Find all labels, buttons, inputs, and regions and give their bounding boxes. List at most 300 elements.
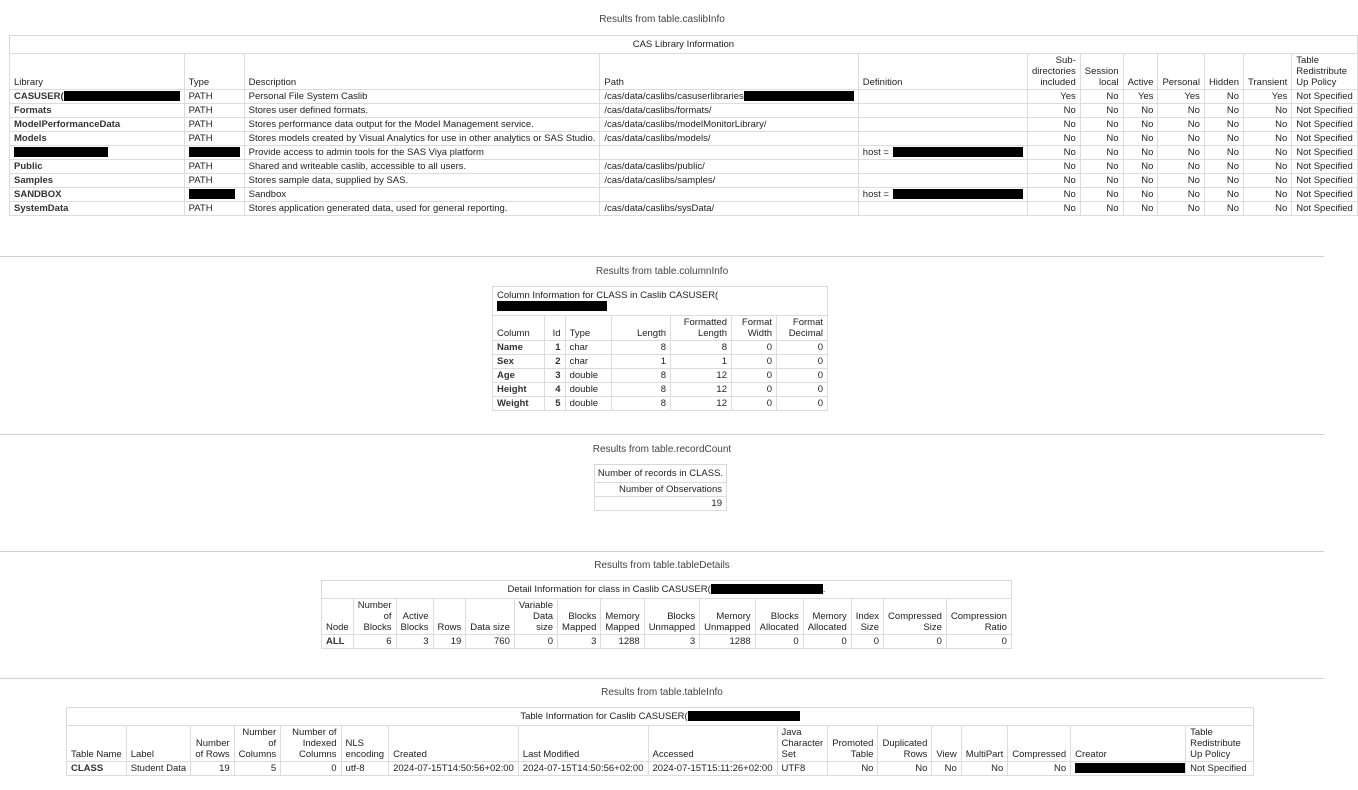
section-divider xyxy=(0,256,1324,257)
table-cell xyxy=(10,202,185,216)
cell-text: No xyxy=(1226,105,1240,116)
col-subdirectories: Sub-directories included xyxy=(1027,54,1080,90)
cell-text: Yes xyxy=(1184,91,1200,102)
cell-text: 0 xyxy=(331,763,337,774)
table-cell xyxy=(1244,104,1292,118)
table-cell xyxy=(1158,104,1205,118)
table-cell xyxy=(932,762,961,776)
table-cell xyxy=(1158,90,1205,104)
table-cell xyxy=(777,762,828,776)
table-cell: Name xyxy=(493,341,545,355)
table-cell xyxy=(244,160,600,174)
cell-text: No xyxy=(1141,203,1154,214)
table-cell xyxy=(244,118,600,132)
col-header: Number of Blocks xyxy=(353,599,396,635)
cell-text: No xyxy=(1106,203,1119,214)
table-cell: 12 xyxy=(671,383,732,397)
table-cell xyxy=(1292,146,1358,160)
table-cell xyxy=(10,118,185,132)
table-cell xyxy=(1292,118,1358,132)
cell-text: No xyxy=(1106,175,1119,186)
table-cell xyxy=(858,118,1027,132)
cell-text: No xyxy=(1063,105,1076,116)
table-row xyxy=(595,497,727,511)
table-cell xyxy=(1204,160,1243,174)
cell-text: No xyxy=(1226,119,1240,130)
table-cell: 3 xyxy=(396,635,433,649)
table-cell: double xyxy=(565,383,611,397)
col-formatted-length: Formatted Length xyxy=(671,316,732,341)
table-cell xyxy=(828,762,878,776)
table-cell xyxy=(600,202,858,216)
table-cell xyxy=(961,762,1007,776)
cell-text: No xyxy=(1187,189,1200,200)
table-cell xyxy=(184,90,244,104)
cell-text: No xyxy=(1226,133,1240,144)
cell-text: No xyxy=(991,763,1004,774)
column-info-caption-text: Column Information for CLASS in Caslib CASUSER( xyxy=(497,290,719,301)
table-cell xyxy=(1158,188,1205,202)
col-length: Length xyxy=(612,316,671,341)
tabledetails-title: Results from table.tableDetails xyxy=(594,560,730,571)
cell-text: No xyxy=(1226,161,1240,172)
column-info-table xyxy=(492,286,828,411)
cell-text: PATH xyxy=(188,105,213,116)
col-header: Blocks Allocated xyxy=(755,599,803,635)
redacted-block xyxy=(14,147,108,157)
table-cell: 6 xyxy=(353,635,396,649)
table-cell xyxy=(1204,188,1243,202)
table-cell: Sex xyxy=(493,355,545,369)
col-header: Compression Ratio xyxy=(946,599,1011,635)
table-cell xyxy=(1158,132,1205,146)
col-header: Last Modified xyxy=(518,726,648,762)
cell-text: 2024-07-15T14:50:56+02:00 xyxy=(522,763,644,774)
table-cell xyxy=(1292,104,1358,118)
table-cell xyxy=(1158,160,1205,174)
table-cell: 19 xyxy=(433,635,466,649)
table-cell xyxy=(10,146,185,160)
table-cell xyxy=(1292,160,1358,174)
table-cell: ALL xyxy=(322,635,354,649)
col-header: Table Name xyxy=(67,726,127,762)
table-cell: 0 xyxy=(732,341,777,355)
cell-text: No xyxy=(1141,119,1154,130)
cell-text: No xyxy=(1106,161,1119,172)
table-cell xyxy=(1123,188,1158,202)
redacted-block xyxy=(497,301,607,311)
col-id: Id xyxy=(544,316,565,341)
col-header: Rows xyxy=(433,599,466,635)
col-number-of-observations: Number of Observations xyxy=(595,483,727,497)
cell-text: Not Specified xyxy=(1296,203,1353,214)
table-cell xyxy=(1080,188,1123,202)
col-personal: Personal xyxy=(1158,54,1205,90)
cell-text: Yes xyxy=(1137,91,1154,102)
table-cell xyxy=(1204,146,1243,160)
table-cell xyxy=(1292,188,1358,202)
cell-text: Provide access to admin tools for the SAS Viya platform xyxy=(248,147,484,158)
cell-text: Stores performance data output for the Model Management service. xyxy=(248,119,534,130)
col-header: Blocks Mapped xyxy=(558,599,601,635)
table-row xyxy=(493,397,828,411)
table-cell xyxy=(600,188,858,202)
tableinfo-title: Results from table.tableInfo xyxy=(601,687,723,698)
table-cell xyxy=(1071,762,1186,776)
table-cell xyxy=(10,90,185,104)
cell-text: No xyxy=(1106,119,1119,130)
cell-text: 2024-07-15T14:50:56+02:00 xyxy=(393,763,514,774)
col-header: Compressed Size xyxy=(884,599,947,635)
cell-text: No xyxy=(1275,133,1288,144)
table-cell xyxy=(1080,146,1123,160)
cell-text: Not Specified xyxy=(1296,133,1353,144)
table-cell: 0 xyxy=(777,397,828,411)
table-cell: 0 xyxy=(803,635,851,649)
table-row xyxy=(10,90,1358,104)
table-cell xyxy=(858,132,1027,146)
table-cell xyxy=(878,762,932,776)
table-cell xyxy=(1080,202,1123,216)
table-cell xyxy=(858,160,1027,174)
col-active: Active xyxy=(1123,54,1158,90)
table-cell xyxy=(1027,90,1080,104)
table-cell: 0 xyxy=(514,635,557,649)
table-cell: 1288 xyxy=(700,635,755,649)
table-cell: 1 xyxy=(671,355,732,369)
cell-text: Not Specified xyxy=(1296,119,1353,130)
table-cell xyxy=(10,132,185,146)
table-cell: 8 xyxy=(612,383,671,397)
table-cell xyxy=(1292,202,1358,216)
col-header: Number of Indexed Columns xyxy=(281,726,341,762)
table-cell xyxy=(244,146,600,160)
cell-text: PATH xyxy=(188,91,213,102)
table-cell: 4 xyxy=(544,383,565,397)
table-cell: 0 xyxy=(777,383,828,397)
cell-text: No xyxy=(1187,161,1200,172)
col-header: NLS encoding xyxy=(341,726,389,762)
table-row xyxy=(10,118,1358,132)
cell-text: No xyxy=(1275,161,1288,172)
cell-text: 5 xyxy=(270,763,277,774)
recordcount-title: Results from table.recordCount xyxy=(592,444,732,455)
table-cell xyxy=(1080,104,1123,118)
table-cell: 3 xyxy=(644,635,699,649)
cell-text: No xyxy=(1187,147,1200,158)
cell-text: No xyxy=(1275,147,1288,158)
table-cell xyxy=(341,762,389,776)
table-cell xyxy=(1244,160,1292,174)
col-header: Memory Allocated xyxy=(803,599,851,635)
redacted-block xyxy=(711,584,823,594)
table-cell xyxy=(600,174,858,188)
table-cell xyxy=(184,146,244,160)
table-cell xyxy=(858,202,1027,216)
table-cell xyxy=(1204,132,1243,146)
cell-text: No xyxy=(1226,91,1240,102)
col-path: Path xyxy=(600,54,858,90)
table-cell xyxy=(1204,202,1243,216)
cell-text: No xyxy=(1106,189,1119,200)
cell-text: No xyxy=(1187,119,1200,130)
cell-text: /cas/data/caslibs/modelMonitorLibrary/ xyxy=(604,119,767,130)
col-header: Memory Mapped xyxy=(601,599,644,635)
cell-text: No xyxy=(1226,189,1240,200)
cell-text: No xyxy=(1226,175,1240,186)
cell-text: Formats xyxy=(14,105,52,116)
table-cell xyxy=(1244,118,1292,132)
cell-text: No xyxy=(1141,133,1154,144)
cell-text: Not Specified xyxy=(1190,763,1247,774)
col-type: Type xyxy=(184,54,244,90)
col-header: Duplicated Rows xyxy=(878,726,932,762)
table-cell xyxy=(1123,160,1158,174)
table-cell xyxy=(600,146,858,160)
table-details-caption-text: Detail Information for class in Caslib CASUSER( xyxy=(507,584,711,595)
table-cell xyxy=(1027,118,1080,132)
col-header: View xyxy=(932,726,961,762)
col-column: Column xyxy=(493,316,545,341)
table-cell xyxy=(1008,762,1071,776)
table-cell xyxy=(184,118,244,132)
table-cell: 5 xyxy=(544,397,565,411)
redacted-block xyxy=(893,189,1023,199)
col-header: Node xyxy=(322,599,354,635)
cell-text: 2024-07-15T15:11:26+02:00 xyxy=(652,763,773,774)
cell-text: No xyxy=(1226,147,1240,158)
table-cell xyxy=(1204,90,1243,104)
cell-text: /cas/data/caslibs/formats/ xyxy=(604,105,712,116)
table-cell xyxy=(858,174,1027,188)
col-header: MultiPart xyxy=(961,726,1007,762)
table-cell: 0 xyxy=(777,369,828,383)
col-header: Accessed xyxy=(648,726,777,762)
table-row xyxy=(10,132,1358,146)
table-cell xyxy=(1027,160,1080,174)
table-cell xyxy=(1158,174,1205,188)
table-cell xyxy=(1123,132,1158,146)
table-row xyxy=(10,160,1358,174)
table-details-caption-end: . xyxy=(822,584,826,595)
table-row xyxy=(10,104,1358,118)
table-cell xyxy=(1123,174,1158,188)
cell-text: PATH xyxy=(188,119,213,130)
table-row xyxy=(10,202,1358,216)
table-cell xyxy=(1027,104,1080,118)
cell-text: No xyxy=(1226,203,1240,214)
cell-text: No xyxy=(944,763,957,774)
cell-text: ModelPerformanceData xyxy=(14,119,121,130)
table-row xyxy=(493,341,828,355)
col-header: Number of Columns xyxy=(234,726,280,762)
cell-text: /cas/data/caslibs/casuserlibraries xyxy=(604,91,744,102)
cell-text: No xyxy=(1141,147,1154,158)
cell-text: No xyxy=(1063,189,1076,200)
table-cell: 0 xyxy=(851,635,883,649)
table-cell xyxy=(1123,118,1158,132)
table-cell xyxy=(1027,188,1080,202)
col-header: Compressed xyxy=(1008,726,1071,762)
table-cell xyxy=(10,104,185,118)
col-transient: Transient xyxy=(1244,54,1292,90)
table-cell xyxy=(184,160,244,174)
cell-text: CLASS xyxy=(71,763,104,774)
table-cell xyxy=(1027,202,1080,216)
table-cell: 0 xyxy=(732,369,777,383)
cell-text: No xyxy=(1187,105,1200,116)
table-cell xyxy=(184,132,244,146)
table-cell: 1 xyxy=(612,355,671,369)
cell-text: No xyxy=(1053,763,1067,774)
cell-text: No xyxy=(1275,119,1288,130)
table-cell xyxy=(1204,174,1243,188)
table-cell xyxy=(234,762,280,776)
col-header: Created xyxy=(389,726,519,762)
col-redistribute-policy: Table Redistribute Up Policy xyxy=(1292,54,1358,90)
table-cell: 0 xyxy=(732,383,777,397)
cell-text: No xyxy=(1141,189,1154,200)
col-header: Active Blocks xyxy=(396,599,433,635)
col-header: Variable Data size xyxy=(514,599,557,635)
table-cell xyxy=(1292,174,1358,188)
col-format-width: Format Width xyxy=(732,316,777,341)
table-cell xyxy=(1123,104,1158,118)
cell-text: No xyxy=(1106,105,1119,116)
table-cell xyxy=(1123,90,1158,104)
cell-text: No xyxy=(1063,161,1076,172)
table-cell xyxy=(1244,202,1292,216)
cell-text: No xyxy=(1275,189,1288,200)
cell-text: Yes xyxy=(1060,91,1076,102)
table-cell xyxy=(858,188,1027,202)
cell-text: No xyxy=(1187,175,1200,186)
redacted-block xyxy=(189,147,240,157)
table-cell xyxy=(244,202,600,216)
cell-text: Samples xyxy=(14,175,54,186)
col-format-decimal: Format Decimal xyxy=(777,316,828,341)
cell-text: Models xyxy=(14,133,47,144)
table-cell: 0 xyxy=(755,635,803,649)
cell-text: 19 xyxy=(219,763,230,774)
table-cell: 0 xyxy=(732,397,777,411)
col-header: Creator xyxy=(1071,726,1186,762)
cell-text: No xyxy=(1106,133,1119,144)
table-cell: 1288 xyxy=(601,635,644,649)
table-details-caption xyxy=(321,580,1012,598)
cell-text: PATH xyxy=(188,133,213,144)
table-cell xyxy=(389,762,519,776)
cell-text: /cas/data/caslibs/public/ xyxy=(604,161,705,172)
col-header: Blocks Unmapped xyxy=(644,599,699,635)
cell-text: No xyxy=(1063,119,1076,130)
table-cell: 2 xyxy=(544,355,565,369)
table-cell xyxy=(184,174,244,188)
caslib-info-table xyxy=(9,35,1358,216)
table-cell xyxy=(126,762,190,776)
table-cell xyxy=(184,202,244,216)
redacted-block xyxy=(1075,763,1185,773)
cell-text: Student Data xyxy=(130,763,187,774)
table-cell xyxy=(10,160,185,174)
redacted-block xyxy=(189,189,235,199)
col-session-local: Session local xyxy=(1080,54,1123,90)
cell-text: /cas/data/caslibs/sysData/ xyxy=(604,203,715,214)
table-row xyxy=(322,635,1012,649)
col-hidden: Hidden xyxy=(1204,54,1243,90)
table-cell xyxy=(281,762,341,776)
table-cell xyxy=(1080,174,1123,188)
cell-text: Sandbox xyxy=(248,189,287,200)
table-cell: double xyxy=(565,397,611,411)
table-info-caption xyxy=(66,707,1254,725)
caslib-info-caption: CAS Library Information xyxy=(9,35,1358,53)
cell-text: Not Specified xyxy=(1296,91,1353,102)
table-cell xyxy=(67,762,127,776)
cell-text: No xyxy=(1141,105,1154,116)
table-cell xyxy=(184,188,244,202)
cell-text: No xyxy=(1063,147,1076,158)
cell-text: Yes xyxy=(1271,91,1288,102)
table-cell xyxy=(1080,90,1123,104)
table-cell xyxy=(1244,132,1292,146)
cell-text: No xyxy=(1275,105,1288,116)
table-cell xyxy=(1158,202,1205,216)
cell-text: PATH xyxy=(188,175,213,186)
cell-text: Stores application generated data, used for general reporting. xyxy=(248,203,508,214)
table-cell xyxy=(1027,132,1080,146)
cell-text: No xyxy=(1063,175,1076,186)
section-divider xyxy=(0,434,1324,435)
col-definition: Definition xyxy=(858,54,1027,90)
table-cell: 12 xyxy=(671,397,732,411)
table-cell xyxy=(1027,146,1080,160)
table-cell xyxy=(858,104,1027,118)
table-cell xyxy=(1244,188,1292,202)
col-header: Index Size xyxy=(851,599,883,635)
table-cell: 0 xyxy=(732,355,777,369)
table-cell: 0 xyxy=(946,635,1011,649)
caslibinfo-title: Results from table.caslibInfo xyxy=(599,14,725,25)
table-cell xyxy=(648,762,777,776)
record-count-table xyxy=(594,464,727,511)
table-row xyxy=(67,762,1254,776)
cell-text: No xyxy=(1141,175,1154,186)
table-cell xyxy=(1292,90,1358,104)
table-cell xyxy=(1080,132,1123,146)
cell-text: No xyxy=(1106,91,1119,102)
cell-text: UTF8 xyxy=(781,763,806,774)
table-cell xyxy=(244,90,600,104)
table-cell xyxy=(1204,118,1243,132)
table-row xyxy=(493,369,828,383)
table-cell xyxy=(244,104,600,118)
col-header: Label xyxy=(126,726,190,762)
cell-text: utf-8 xyxy=(345,763,365,774)
table-cell xyxy=(858,90,1027,104)
cell-text: No xyxy=(1063,133,1076,144)
table-cell: Height xyxy=(493,383,545,397)
col-header: Promoted Table xyxy=(828,726,878,762)
table-cell xyxy=(244,132,600,146)
table-cell xyxy=(1186,762,1254,776)
table-cell: 3 xyxy=(544,369,565,383)
col-header: Data size xyxy=(466,599,515,635)
table-cell xyxy=(1244,174,1292,188)
cell-text: No xyxy=(1187,203,1200,214)
cell-text: No xyxy=(1275,203,1288,214)
cell-text: /cas/data/caslibs/samples/ xyxy=(604,175,716,186)
